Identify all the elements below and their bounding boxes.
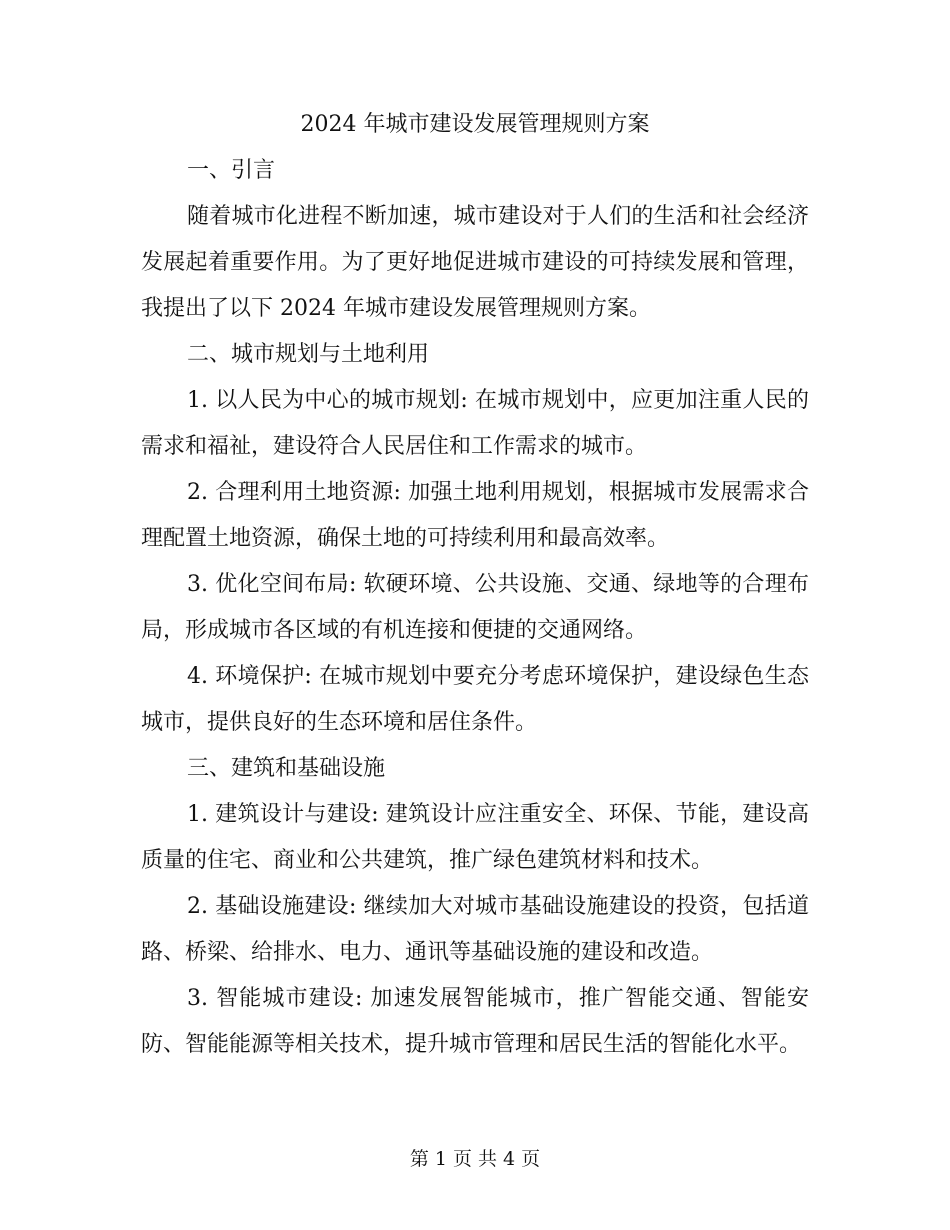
section-heading-intro: 一、引言	[187, 158, 276, 183]
section-heading-planning: 二、城市规划与土地利用	[187, 342, 430, 367]
document-body	[141, 102, 809, 1068]
list-item-infrastructure-3: 3. 智能城市建设: 加速发展智能城市，推广智能交通、智能安防、智能能源等相关技术，提升城市管理和居民生活的智能化水平。	[141, 986, 809, 1057]
paragraph-intro: 随着城市化进程不断加速，城市建设对于人们的生活和社会经济发展起着重要作用。为了更好地促进城市建设的可持续发展和管理，我提出了以下 2024 年城市建设发展管理规则方案。	[141, 204, 809, 321]
list-item-infrastructure-1: 1. 建筑设计与建设: 建筑设计应注重安全、环保、节能，建设高质量的住宅、商业和公共建筑，推广绿色建筑材料和技术。	[141, 802, 809, 873]
list-item-planning-3: 3. 优化空间布局: 软硬环境、公共设施、交通、绿地等的合理布局，形成城市各区域的有机连接和便捷的交通网络。	[141, 572, 809, 643]
list-item-planning-1: 1. 以人民为中心的城市规划: 在城市规划中，应更加注重人民的需求和福祉，建设符合人民居住和工作需求的城市。	[141, 388, 809, 459]
list-item-planning-2: 2. 合理利用土地资源: 加强土地利用规划，根据城市发展需求合理配置土地资源，确保土地的可持续利用和最高效率。	[141, 480, 809, 551]
list-item-planning-4: 4. 环境保护: 在城市规划中要充分考虑环境保护，建设绿色生态城市，提供良好的生态环境和居住条件。	[141, 664, 809, 735]
section-heading-infrastructure: 三、建筑和基础设施	[187, 756, 386, 781]
page-footer: 第 1 页 共 4 页	[409, 1148, 541, 1170]
document-title: 2024 年城市建设发展管理规则方案	[300, 112, 650, 137]
list-item-infrastructure-2: 2. 基础设施建设: 继续加大对城市基础设施建设的投资，包括道路、桥梁、给排水、电力、通讯等基础设施的建设和改造。	[141, 894, 809, 965]
